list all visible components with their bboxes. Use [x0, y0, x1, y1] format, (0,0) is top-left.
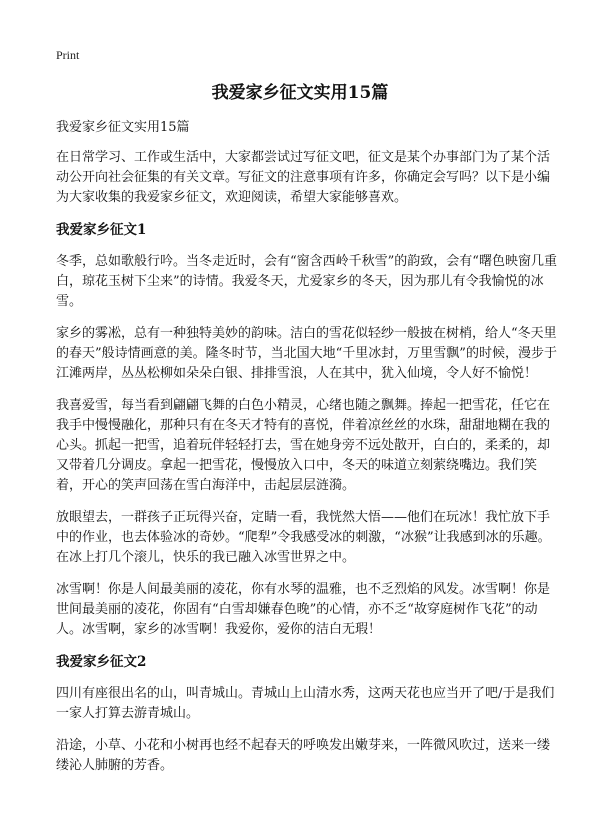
section-heading: 我爱家乡征文2 — [56, 654, 147, 670]
paragraph: 放眼望去，一群孩子正玩得兴奋，定睛一看，我恍然大悟——他们在玩冰！我忙放下手中的作业，也去体验冰的奇妙。“爬犁”令我感受冰的刺激，“冰猴”让我感到冰的乐趣。在冰上打几个滚儿，快乐的我已融入冰雪世界之中。 — [56, 510, 551, 565]
paragraph: 冰雪啊！你是人间最美丽的凌花，你有水琴的温雅，也不乏烈焰的风发。冰雪啊！你是世间最美丽的凌花，你固有“白雪却嫌春色晚”的心情，亦不乏“故穿庭树作飞花”的动人。冰雪啊，家乡的冰雪啊！我爱你，爱你的洁白无瑕！ — [56, 582, 551, 637]
intro-paragraph: 在日常学习、工作或生活中，大家都尝试过写征文吧，征文是某个办事部门为了某个活动公开向社会征集的有关文章。写征文的注意事项有许多，你确定会写吗？以下是小编为大家收集的我爱家乡征文，欢迎阅读，希望大家能够喜欢。 — [56, 150, 551, 205]
article-subtitle: 我爱家乡征文实用15篇 — [56, 120, 190, 135]
paragraph: 冬季，总如歌般行吟。当冬走近时，会有“窗含西岭千秋雪”的韵致，会有“曙色映窗几重白，琼花玉树下尘来”的诗情。我爱冬天，尤爱家乡的冬天，因为那儿有令我愉悦的冰雪。 — [56, 254, 557, 309]
section-2 — [56, 652, 562, 776]
paragraph: 四川有座很出名的山，叫青城山。青城山上山清水秀，这两天花也应当开了吧/于是我们一家人打算去游青城山。 — [56, 686, 555, 721]
article-body — [56, 118, 562, 788]
section-heading: 我爱家乡征文1 — [56, 222, 147, 238]
page-title: 我爱家乡征文实用15篇 — [211, 83, 389, 103]
paragraph: 沿途，小草、小花和小树再也经不起春天的呼唤发出嫩芽来，一阵微风吹过，送来一缕缕沁人肺腑的芳香。 — [56, 738, 551, 773]
paragraph: 家乡的雾凇，总有一种独特美妙的韵味。洁白的雪花似轻纱一般披在树梢，给人“冬天里的春天”般诗情画意的美。隆冬时节，当北国大地“千里冰封，万里雪飘”的时候，漫步于江滩两岸，丛丛松柳如朵朵白银、排排雪浪，人在其中，犹入仙境，令人好不愉悦！ — [56, 326, 557, 381]
paragraph: 我喜爱雪，每当看到翩翩飞舞的白色小精灵，心绪也随之飘舞。捧起一把雪花，任它在我手中慢慢融化，那种只有在冬天才特有的喜悦，伴着凉丝丝的水珠，甜甜地糊在我的心头。抓起一把雪，追着玩伴轻轻打去，雪在她身旁不远处散开，白白的，柔柔的，却又带着几分调皮。拿起一把雪花，慢慢放入口中，冬天的味道立刻萦绕嘴边。我们笑着，开心的笑声回荡在雪白海洋中，击起层层涟漪。 — [56, 398, 551, 493]
section-1 — [56, 220, 562, 640]
print-link[interactable]: Print — [56, 48, 80, 62]
